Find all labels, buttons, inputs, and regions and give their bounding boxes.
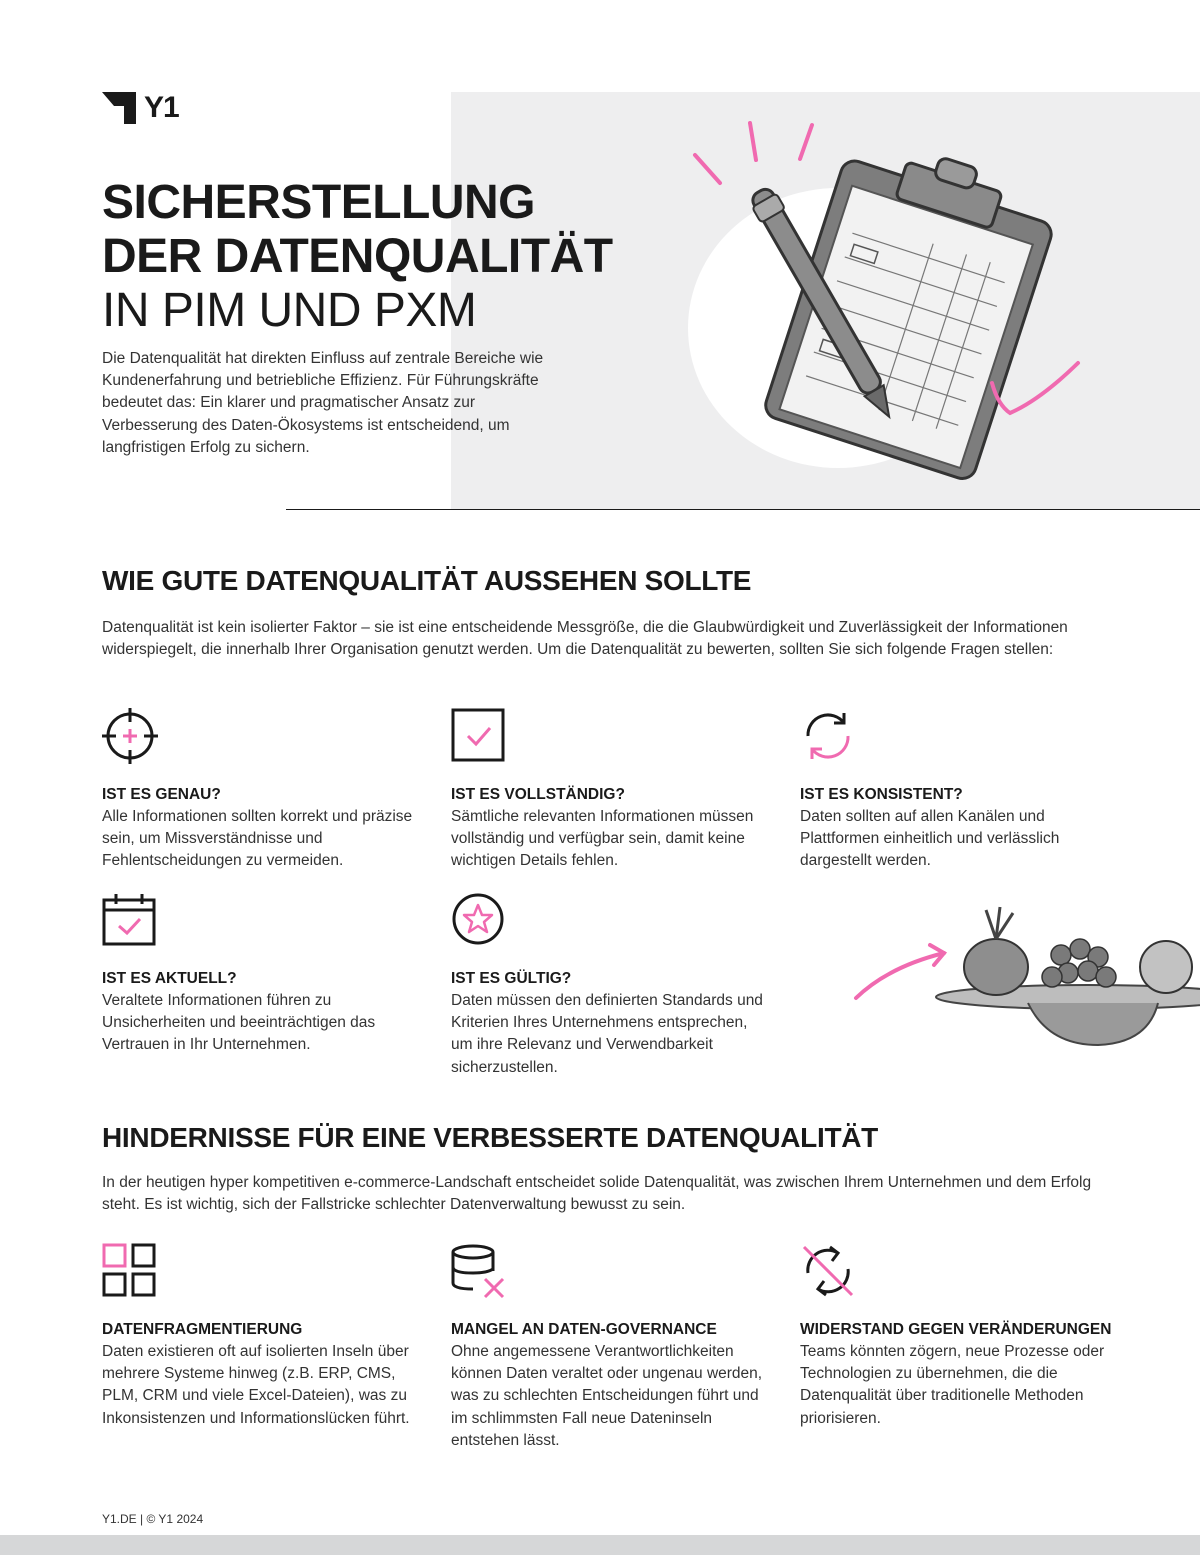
hero-intro: Die Datenqualität hat direkten Einfluss auf zentrale Bereiche wie Kundenerfahrung und betriebliche Effizienz. Für Führungskräfte bedeutet das: Ein klarer und pragmatischer Ansatz zur Verbesserung des Daten-Ökosystems ist entscheidend, um langfristigen Erfolg zu sichern. [102,350,544,456]
footer-text: Y1.DE | © Y1 2024 [102,1512,204,1526]
card-text: Alle Informationen sollten korrekt und präzise sein, um Missverständnisse und Fehlentscheidungen zu vermeiden. [102,808,413,870]
clipboard-illustration [680,115,1100,485]
card-title: IST ES AKTUELL? [102,970,237,987]
quality-card-valid [451,892,771,1079]
title-line-3: IN PIM UND PXM [102,284,477,337]
card-title: MANGEL AN DATEN-GOVERNANCE [451,1321,717,1338]
grid-squares-icon [102,1243,158,1299]
card-text: Ohne angemessene Verantwortlichkeiten können Daten veraltet oder ungenau werden, was zu schlechten Entscheidungen führt und im schlimmsten Fall neue Dateninseln entstehen lässt. [451,1343,763,1449]
card-text: Teams könnten zögern, neue Prozesse oder Technologien zu übernehmen, die die Datenqualität über traditionelle Methoden priorisieren. [800,1343,1105,1427]
obstacle-card-fragmentation [102,1243,422,1430]
star-badge-icon [451,892,507,948]
page-title [102,176,742,338]
y1-logo-icon [102,92,136,124]
crosshair-icon [102,708,158,764]
title-line-1: SICHERSTELLUNG [102,176,536,229]
section-1-intro: Datenqualität ist kein isolierter Faktor – sie ist eine entscheidende Messgröße, die die Glaubwürdigkeit und Zuverlässigkeit der Informationen widerspiegelt, die innerhalb Ihrer Organisation genutzt werden. Um die Datenqualität zu bewerten, sollten Sie sich folgende Fragen stellen: [102,619,1068,659]
section-2-intro: In der heutigen hyper kompetitiven e-commerce-Landschaft entscheidet solide Datenqualität, was zwischen Ihrem Unternehmen und dem Erfolg steht. Es ist wichtig, sich der Fallstricke schlechter Datenverwaltung bewusst zu sein. [102,1174,1092,1214]
checkbox-icon [451,708,507,764]
quality-card-accurate [102,708,422,873]
quality-card-current [102,892,422,1057]
section-1-heading: WIE GUTE DATENQUALITÄT AUSSEHEN SOLLTE [102,565,752,596]
card-text: Daten sollten auf allen Kanälen und Plattformen einheitlich und verlässlich dargestellt werden. [800,808,1060,870]
title-line-2: DER DATENQUALITÄT [102,230,613,283]
bottom-bar [0,1535,1200,1555]
card-text: Sämtliche relevanten Informationen müssen vollständig und verfügbar sein, damit keine wichtigen Details fehlen. [451,808,754,870]
calendar-check-icon [102,892,158,948]
database-x-icon [451,1243,507,1299]
section-2-heading: HINDERNISSE FÜR EINE VERBESSERTE DATENQUALITÄT [102,1122,878,1153]
card-title: IST ES KONSISTENT? [800,786,963,803]
section-divider [286,509,1200,510]
quality-card-consistent [800,708,1120,873]
obstacle-card-resistance [800,1243,1120,1430]
fruit-plate-illustration [848,905,1200,1055]
obstacle-card-governance [451,1243,771,1452]
sync-off-icon [800,1243,856,1299]
card-title: IST ES VOLLSTÄNDIG? [451,786,625,803]
card-title: WIDERSTAND GEGEN VERÄNDERUNGEN [800,1321,1112,1338]
brand-logo [102,92,179,124]
quality-card-complete [451,708,771,873]
card-text: Daten existieren oft auf isolierten Inseln über mehrere Systeme hinweg (z.B. ERP, CMS, PLM, CRM und viele Excel-Dateien), was zu Inkonsistenzen und Informationslücken führt. [102,1343,410,1427]
card-title: IST ES GÜLTIG? [451,970,572,987]
refresh-icon [800,708,856,764]
card-text: Veraltete Informationen führen zu Unsicherheiten und beeinträchtigen das Vertrauen in Ihr Unternehmen. [102,992,376,1054]
logo-text: Y1 [144,91,179,124]
card-title: DATENFRAGMENTIERUNG [102,1321,303,1338]
card-text: Daten müssen den definierten Standards und Kriterien Ihres Unternehmens entsprechen, um ihre Relevanz und Verwendbarkeit sicherzustellen. [451,992,763,1076]
card-title: IST ES GENAU? [102,786,221,803]
